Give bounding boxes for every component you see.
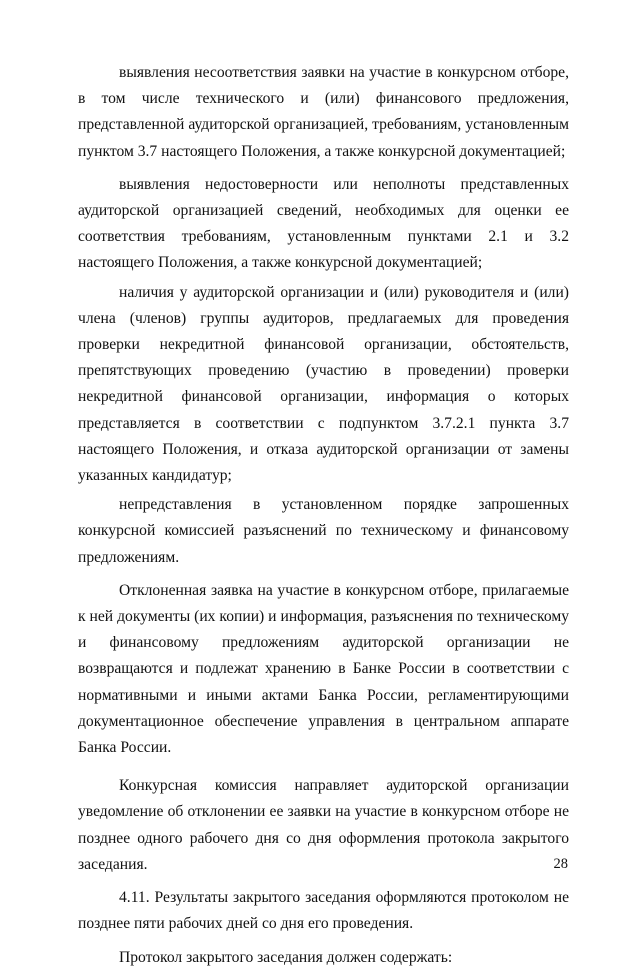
paragraph-non-submission: непредставления в установленном порядке запрошенных конкурсной комиссией разъяснений по техническому и финансовому предложениям. [78, 496, 569, 566]
paragraph-nonconformity: выявления несоответствия заявки на участие в конкурсном отборе, в том числе технического и (или) финансового предложения, представленной аудиторской организацией, требованиям, установленным пунктом 3.7 настоящего Положения, а также конкурсной документацией; [78, 64, 569, 160]
paragraph-rejected-application: Отклоненная заявка на участие в конкурсном отборе, прилагаемые к ней документы (их копии) и информация, разъяснения по техническому и финансовому предложениям аудиторской организации не возвращаются и подлежат хранению в Банке России в соответствии с нормативными и иными актами Банка России, регламентирующими документационное обеспечение управления в центральном аппарате Банка России. [78, 581, 569, 757]
page-number: 28 [553, 856, 568, 872]
document-body [78, 60, 569, 971]
paragraph-circumstances: наличия у аудиторской организации и (или) руководителя и (или) члена (членов) группы аудиторов, предлагаемых для проведения проверки некредитной финансовой организации, обстоятельств, препятствующих проведению (участию в проведении) проверки некредитной финансовой организации, информация о которых представляется в соответствии с подпунктом 3.7.2.1 пункта 3.7 настоящего Положения, и отказа аудиторской организации от замены указанных кандидатур; [78, 283, 569, 485]
paragraph-unreliability: выявления недостоверности или неполноты представленных аудиторской организацией сведений, необходимых для оценки ее соответствия требованиям, установленным пунктами 2.1 и 3.2 настоящего Положения, а также конкурсной документацией; [78, 175, 569, 272]
paragraph-section-4-11: 4.11. Результаты закрытого заседания оформляются протоколом не позднее пяти рабочих дней со дня его проведения. [78, 889, 569, 933]
paragraph-commission-notice: Конкурсная комиссия направляет аудиторской организации уведомление об отклонении ее заявки на участие в конкурсном отборе не позднее одного рабочего дня со дня оформления протокола закрытого заседания. [78, 777, 569, 873]
paragraph-protocol-contents: Протокол закрытого заседания должен содержать: [119, 948, 453, 966]
